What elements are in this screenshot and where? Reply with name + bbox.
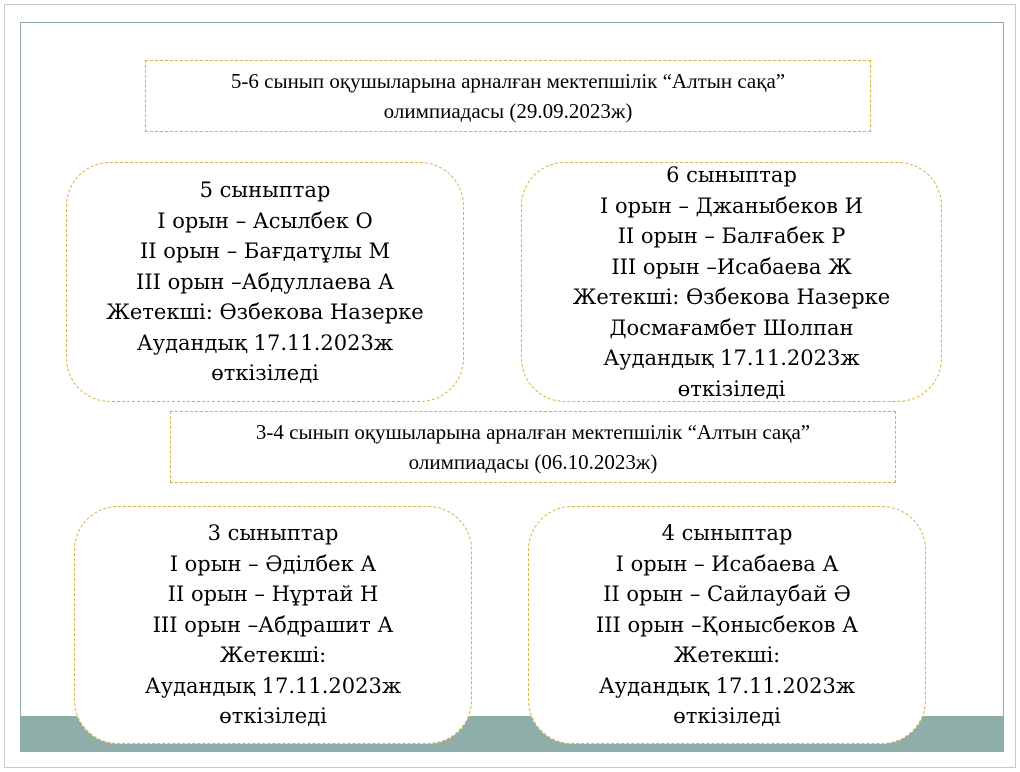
title-line: 3-4 сынып оқушыларына арналған мектепшілік “Алтын сақа” [255,420,811,444]
card-heading: 5 сыныптар [199,178,331,203]
district-date: Аудандық 17.11.2023ж [136,330,394,355]
title-line: олимпиадасы (29.09.2023ж) [383,99,633,123]
third-place: ІІІ орын –Исабаева Ж [611,254,852,279]
results-card-grade-4 [528,506,926,744]
card-heading: 3 сыныптар [207,521,339,546]
second-place: ІІ орын – Нұртай Н [167,582,379,607]
held-note: өткізіледі [673,704,781,729]
card-heading: 4 сыныптар [661,521,793,546]
third-place: ІІІ орын –Абдуллаева А [136,269,394,294]
title-line: олимпиадасы (06.10.2023ж) [408,450,658,474]
olympiad-title-5-6 [145,60,871,132]
olympiad-title-3-4 [170,411,896,483]
first-place: І орын – Исабаева А [615,551,839,576]
district-date: Аудандық 17.11.2023ж [603,346,860,370]
results-card-grade-6 [521,162,942,402]
first-place: І орын – Әділбек А [169,551,377,576]
supervisor: Жетекші: Өзбекова Назерке [106,300,424,325]
district-date: Аудандық 17.11.2023ж [598,673,856,698]
second-place: ІІ орын – Бағдатұлы М [139,239,391,264]
held-note: өткізіледі [211,361,319,386]
supervisor: Жетекші: [219,643,327,668]
supervisor: Жетекші: Өзбекова Назерке [572,285,891,309]
supervisor: Жетекші: [673,643,781,668]
card-heading: 6 сыныптар [666,163,797,187]
held-note: өткізіледі [677,376,786,401]
district-date: Аудандық 17.11.2023ж [144,673,402,698]
second-place: ІІ орын – Сайлаубай Ә [603,582,851,607]
first-place: І орын – Джаныбеков И [600,193,863,218]
results-card-grade-3 [74,506,472,744]
third-place: ІІІ орын –Абдрашит А [152,612,394,637]
first-place: І орын – Асылбек О [157,208,373,233]
supervisor-2: Досмағамбет Шолпан [609,315,854,340]
third-place: ІІІ орын –Қонысбеков А [595,612,859,637]
held-note: өткізіледі [219,704,327,729]
results-card-grade-5 [66,162,464,402]
second-place: ІІ орын – Балғабек Р [617,224,846,248]
title-line: 5-6 сынып оқушыларына арналған мектепшілік “Алтын сақа” [230,69,786,93]
